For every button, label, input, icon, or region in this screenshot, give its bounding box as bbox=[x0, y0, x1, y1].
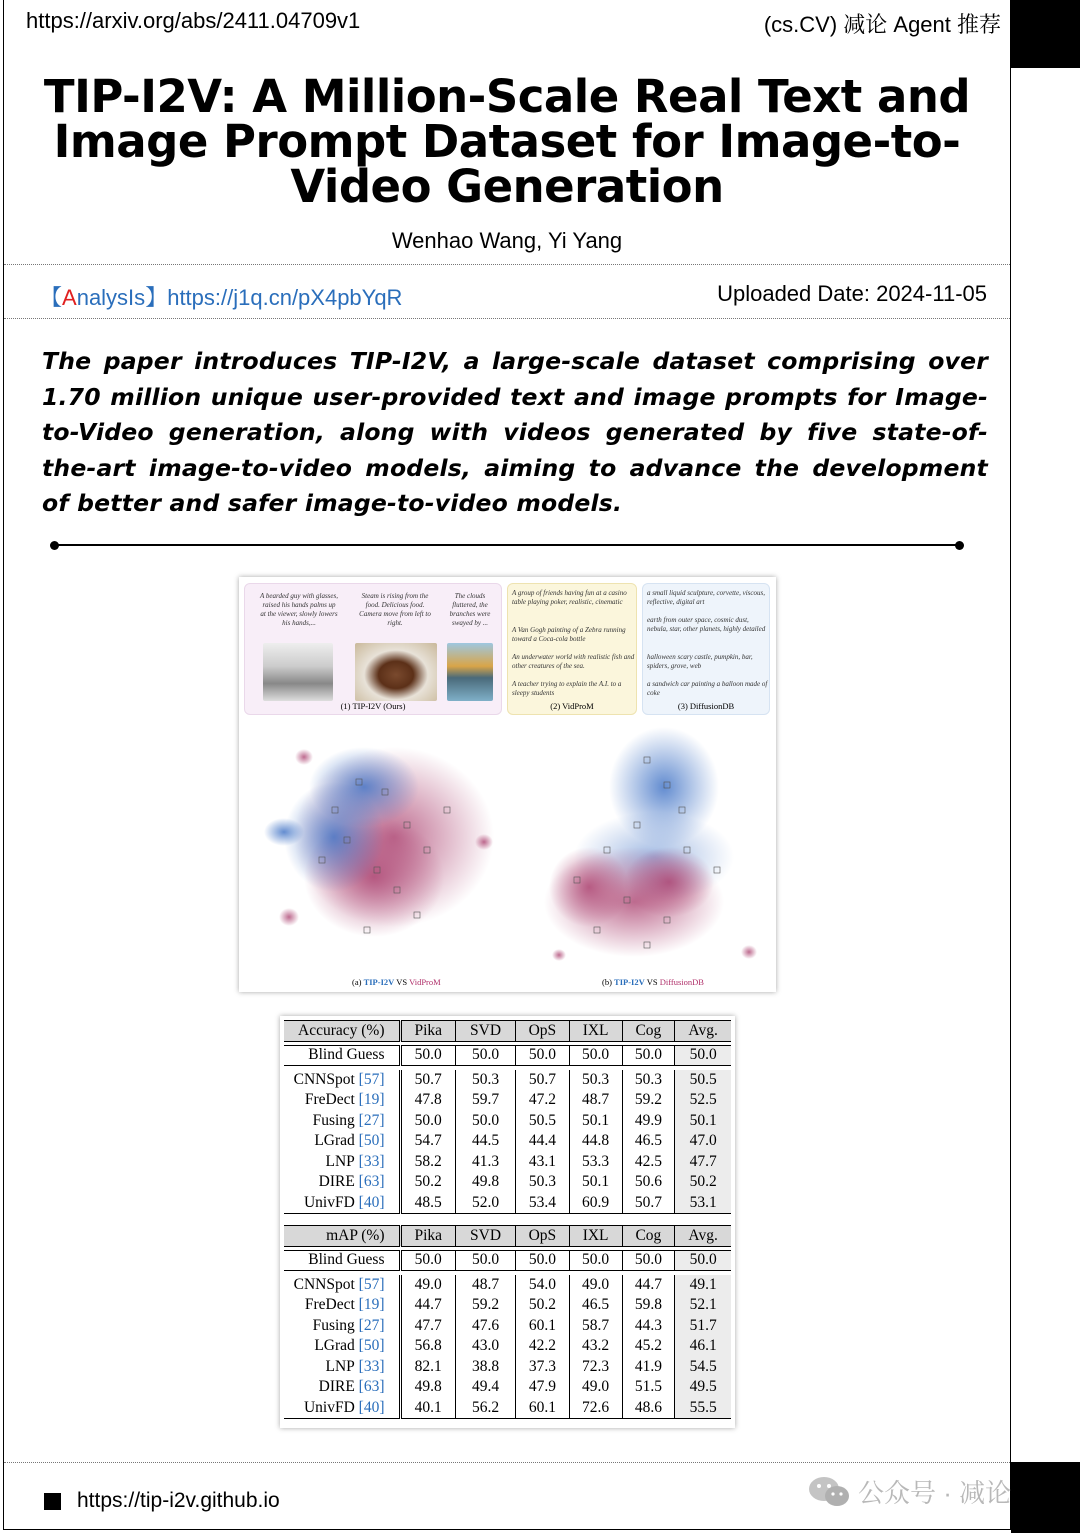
blind-guess-row bbox=[284, 1250, 731, 1271]
table-cell: 41.3 bbox=[455, 1152, 515, 1173]
table-cell: 43.2 bbox=[569, 1336, 622, 1357]
column-header: IXL bbox=[569, 1021, 622, 1042]
uploaded-date: Uploaded Date: 2024-11-05 bbox=[717, 281, 987, 306]
table-cell: 54.5 bbox=[675, 1357, 731, 1378]
table-cell: 58.2 bbox=[400, 1152, 455, 1173]
table-cell: 72.6 bbox=[569, 1398, 622, 1419]
table-cell: 53.1 bbox=[675, 1193, 731, 1214]
prompt-image-landscape bbox=[447, 643, 493, 701]
prompt-text: a small liquid sculpture, corvette, viscous, reflective, digital art bbox=[647, 589, 765, 606]
table-row bbox=[284, 1070, 731, 1091]
table-cell: 54.0 bbox=[516, 1275, 570, 1296]
table-cell: 50.0 bbox=[569, 1045, 622, 1066]
table-cell: 49.8 bbox=[455, 1172, 515, 1193]
table-cell: 40.1 bbox=[400, 1398, 455, 1419]
row-name bbox=[284, 1357, 400, 1378]
method-name: Fusing bbox=[312, 1316, 355, 1334]
table-row bbox=[284, 1295, 731, 1316]
row-name bbox=[284, 1070, 400, 1091]
table-cell: 50.6 bbox=[622, 1172, 675, 1193]
corner-mark-top bbox=[1011, 0, 1080, 68]
watermark bbox=[808, 1473, 1011, 1510]
table-row bbox=[284, 1336, 731, 1357]
table-cell: 50.0 bbox=[516, 1045, 570, 1066]
table-row bbox=[284, 1172, 731, 1193]
method-name: LNP bbox=[325, 1357, 355, 1375]
rule-endpoint bbox=[955, 541, 964, 550]
citation-ref: [19] bbox=[358, 1296, 385, 1314]
table-cell: 50.0 bbox=[400, 1045, 455, 1066]
method-name: UnivFD bbox=[303, 1193, 355, 1211]
table-cell: 56.2 bbox=[455, 1398, 515, 1419]
citation-ref: [50] bbox=[358, 1337, 385, 1355]
table-cell: 49.8 bbox=[400, 1377, 455, 1398]
panel-caption: (2) VidProM bbox=[550, 701, 594, 711]
meta-row bbox=[40, 281, 987, 312]
subcaption-a bbox=[352, 977, 441, 987]
table-cell: 50.0 bbox=[455, 1111, 515, 1132]
table-cell: 46.5 bbox=[622, 1131, 675, 1152]
watermark-text: 公众号 · 减论 bbox=[858, 1478, 1012, 1508]
table-cell: 50.0 bbox=[400, 1111, 455, 1132]
table-cell: 52.1 bbox=[675, 1295, 731, 1316]
column-header: Pika bbox=[400, 1226, 455, 1247]
citation-ref: [50] bbox=[358, 1132, 385, 1150]
divider bbox=[4, 318, 1010, 319]
table-cell: 50.5 bbox=[516, 1111, 570, 1132]
row-name bbox=[284, 1172, 400, 1193]
map-table bbox=[284, 1225, 731, 1419]
table-cell: 50.3 bbox=[622, 1070, 675, 1091]
separator-rule bbox=[54, 544, 960, 546]
method-name: DIRE bbox=[318, 1378, 355, 1396]
project-link[interactable]: https://tip-i2v.github.io bbox=[77, 1489, 280, 1512]
table-row bbox=[284, 1316, 731, 1337]
table-row bbox=[284, 1131, 731, 1152]
row-name bbox=[284, 1295, 400, 1316]
subcap-prefix: (a) bbox=[352, 977, 364, 987]
prompt-text: The clouds fluttered, the branches were swayed by ... bbox=[449, 592, 491, 627]
row-name bbox=[284, 1090, 400, 1111]
table-row bbox=[284, 1377, 731, 1398]
summary-text: The paper introduces TIP-I2V, a large-scale dataset comprising over 1.70 million unique user-provided text and image prompts for Image-to-Video generation, along with videos generated by five state-of-the-art image-to-video models, aiming to advance the development of better and safer image-to-video models. bbox=[42, 347, 988, 517]
table-cell: 59.8 bbox=[622, 1295, 675, 1316]
table-cell: 49.0 bbox=[400, 1275, 455, 1296]
subcap-other: DiffusionDB bbox=[659, 977, 704, 987]
wechat-icon bbox=[808, 1475, 850, 1509]
table-cell: 46.1 bbox=[675, 1336, 731, 1357]
table-cell: 47.8 bbox=[400, 1090, 455, 1111]
table-cell: 48.6 bbox=[622, 1398, 675, 1419]
prompt-text: earth from outer space, cosmic dust, nebula, star, other planets, highly detailed bbox=[647, 616, 766, 633]
table-header-row bbox=[284, 1021, 731, 1042]
prompt-text: A Van Gogh painting of a Zebra running toward a Coca-cola bottle bbox=[512, 626, 626, 643]
citation-ref: [63] bbox=[358, 1173, 385, 1191]
column-header: SVD bbox=[455, 1226, 515, 1247]
table-cell: 82.1 bbox=[400, 1357, 455, 1378]
citation-ref: [19] bbox=[358, 1091, 385, 1109]
table-cell: 47.9 bbox=[516, 1377, 570, 1398]
table-cell: 60.1 bbox=[516, 1316, 570, 1337]
prompt-image-food bbox=[355, 643, 437, 701]
table-cell: 47.6 bbox=[455, 1316, 515, 1337]
table-cell: 44.8 bbox=[569, 1131, 622, 1152]
table-cell: 44.3 bbox=[622, 1316, 675, 1337]
table-cell: 50.2 bbox=[675, 1172, 731, 1193]
table-cell: 50.7 bbox=[516, 1070, 570, 1091]
prompt-text: A bearded guy with glasses, raised his hands palms up at the viewer, slowly lowers his hands,... bbox=[260, 592, 338, 627]
table-cell: 43.0 bbox=[455, 1336, 515, 1357]
row-name bbox=[284, 1193, 400, 1214]
table-cell: 50.0 bbox=[400, 1250, 455, 1271]
prompt-text: Steam is rising from the food. Delicious food. Camera move from left to right. bbox=[359, 592, 431, 627]
prompt-image-man bbox=[263, 643, 333, 701]
method-name: LGrad bbox=[314, 1337, 355, 1355]
column-header: Avg. bbox=[675, 1021, 731, 1042]
table-row bbox=[284, 1398, 731, 1419]
table-cell: 49.1 bbox=[675, 1275, 731, 1296]
table-cell: 44.7 bbox=[400, 1295, 455, 1316]
column-header: OpS bbox=[516, 1226, 570, 1247]
row-name bbox=[284, 1275, 400, 1296]
table-cell: 50.0 bbox=[569, 1250, 622, 1271]
corner-mark-bottom bbox=[1011, 1462, 1080, 1533]
authors: Wenhao Wang, Yi Yang bbox=[391, 228, 623, 253]
table-cell: 50.0 bbox=[622, 1045, 675, 1066]
prompt-text: a sandwich car painting a balloon made of coke bbox=[647, 680, 768, 697]
analysis-url[interactable]: https://j1q.cn/pX4pbYqR bbox=[167, 285, 403, 310]
prompt-text: An underwater world with realistic fish and other creatures of the sea. bbox=[512, 653, 635, 670]
table-cell: 48.5 bbox=[400, 1193, 455, 1214]
subcap-other: VidProM bbox=[409, 977, 441, 987]
subcap-name: TIP-I2V bbox=[363, 977, 395, 987]
rule-endpoint bbox=[50, 541, 59, 550]
table-cell: 53.4 bbox=[516, 1193, 570, 1214]
paper-title bbox=[4, 70, 1010, 213]
table-cell: 50.0 bbox=[675, 1250, 731, 1271]
row-name bbox=[284, 1398, 400, 1419]
citation-ref: [27] bbox=[358, 1316, 385, 1334]
table-row bbox=[284, 1275, 731, 1296]
table-cell: 50.0 bbox=[622, 1250, 675, 1271]
table-row bbox=[284, 1193, 731, 1214]
table-cell: 60.1 bbox=[516, 1398, 570, 1419]
accuracy-table bbox=[284, 1020, 731, 1214]
subcaption-b bbox=[602, 977, 704, 987]
citation-ref: [27] bbox=[358, 1111, 385, 1129]
table-cell: 49.0 bbox=[569, 1275, 622, 1296]
table-cell: 44.5 bbox=[455, 1131, 515, 1152]
citation-ref: [40] bbox=[358, 1193, 385, 1211]
row-name: Blind Guess bbox=[284, 1045, 400, 1066]
analysis-a: A bbox=[62, 285, 77, 310]
subcap-prefix: (b) bbox=[602, 977, 615, 987]
subcap-vs: VS bbox=[394, 977, 410, 987]
table-header-row bbox=[284, 1226, 731, 1247]
row-name bbox=[284, 1131, 400, 1152]
panel-caption: (1) TIP-I2V (Ours) bbox=[340, 701, 406, 711]
embedding-plot-a bbox=[244, 727, 504, 972]
title-text: TIP-I2V: A Million-Scale Real Text and Image Prompt Dataset for Image-to-Video Generation bbox=[43, 70, 971, 213]
table-cell: 50.0 bbox=[455, 1250, 515, 1271]
table-cell: 72.3 bbox=[569, 1357, 622, 1378]
table-cell: 50.3 bbox=[455, 1070, 515, 1091]
bracket-close: 】 bbox=[145, 285, 168, 310]
table-cell: 47.2 bbox=[516, 1090, 570, 1111]
table-cell: 42.2 bbox=[516, 1336, 570, 1357]
method-name: CNNSpot bbox=[293, 1275, 355, 1293]
table-cell: 50.2 bbox=[400, 1172, 455, 1193]
table-cell: 50.2 bbox=[516, 1295, 570, 1316]
method-name: FreDect bbox=[304, 1296, 355, 1314]
subcap-vs: VS bbox=[644, 977, 660, 987]
column-header: SVD bbox=[455, 1021, 515, 1042]
table-cell: 52.5 bbox=[675, 1090, 731, 1111]
panel-caption: (3) DiffusionDB bbox=[677, 701, 735, 711]
panel-vidprom bbox=[507, 583, 637, 715]
header bbox=[26, 8, 1001, 39]
table-cell: 51.5 bbox=[622, 1377, 675, 1398]
column-header: Avg. bbox=[675, 1226, 731, 1247]
table-cell: 47.7 bbox=[400, 1316, 455, 1337]
citation-ref: [33] bbox=[358, 1357, 385, 1375]
metric-header: Accuracy (%) bbox=[284, 1021, 400, 1042]
prompt-text: A group of friends having fun at a casino table playing poker, realistic, cinematic bbox=[512, 589, 627, 606]
method-name: LNP bbox=[325, 1152, 355, 1170]
table-cell: 50.0 bbox=[455, 1045, 515, 1066]
citation-ref: [63] bbox=[358, 1378, 385, 1396]
table-cell: 53.3 bbox=[569, 1152, 622, 1173]
table-cell: 45.2 bbox=[622, 1336, 675, 1357]
table-cell: 50.3 bbox=[569, 1070, 622, 1091]
figure bbox=[239, 577, 776, 992]
row-name bbox=[284, 1111, 400, 1132]
row-name bbox=[284, 1152, 400, 1173]
table-cell: 42.5 bbox=[622, 1152, 675, 1173]
row-name: Blind Guess bbox=[284, 1250, 400, 1271]
table-cell: 48.7 bbox=[569, 1090, 622, 1111]
table-cell: 49.4 bbox=[455, 1377, 515, 1398]
table-cell: 58.7 bbox=[569, 1316, 622, 1337]
table-cell: 49.5 bbox=[675, 1377, 731, 1398]
method-name: DIRE bbox=[318, 1173, 355, 1191]
table-cell: 48.7 bbox=[455, 1275, 515, 1296]
results-tables bbox=[280, 1016, 735, 1428]
arxiv-url[interactable]: https://arxiv.org/abs/2411.04709v1 bbox=[26, 8, 361, 33]
panel-tip-i2v bbox=[244, 583, 502, 715]
metric-header: mAP (%) bbox=[284, 1226, 400, 1247]
analysis-link[interactable] bbox=[40, 281, 402, 312]
row-name bbox=[284, 1377, 400, 1398]
table-cell: 50.7 bbox=[400, 1070, 455, 1091]
prompt-text: halloween scary castle, pumpkin, bar, spiders, grove, web bbox=[647, 653, 753, 670]
column-header: Pika bbox=[400, 1021, 455, 1042]
citation-ref: [40] bbox=[358, 1398, 385, 1416]
method-name: FreDect bbox=[304, 1091, 355, 1109]
table-row bbox=[284, 1357, 731, 1378]
table-cell: 59.2 bbox=[622, 1090, 675, 1111]
table-cell: 50.0 bbox=[675, 1045, 731, 1066]
table-cell: 55.5 bbox=[675, 1398, 731, 1419]
footer bbox=[44, 1489, 280, 1513]
table-cell: 50.0 bbox=[516, 1250, 570, 1271]
column-header: Cog bbox=[622, 1226, 675, 1247]
method-name: CNNSpot bbox=[293, 1070, 355, 1088]
table-cell: 50.1 bbox=[569, 1172, 622, 1193]
table-cell: 59.2 bbox=[455, 1295, 515, 1316]
table-cell: 47.7 bbox=[675, 1152, 731, 1173]
method-name: UnivFD bbox=[303, 1398, 355, 1416]
table-cell: 56.8 bbox=[400, 1336, 455, 1357]
table-cell: 59.7 bbox=[455, 1090, 515, 1111]
table-cell: 49.0 bbox=[569, 1377, 622, 1398]
table-cell: 50.3 bbox=[516, 1172, 570, 1193]
method-name: LGrad bbox=[314, 1132, 355, 1150]
citation-ref: [33] bbox=[358, 1152, 385, 1170]
table-cell: 52.0 bbox=[455, 1193, 515, 1214]
table-cell: 54.7 bbox=[400, 1131, 455, 1152]
table-cell: 41.9 bbox=[622, 1357, 675, 1378]
table-cell: 50.1 bbox=[675, 1111, 731, 1132]
column-header: IXL bbox=[569, 1226, 622, 1247]
row-name bbox=[284, 1336, 400, 1357]
table-cell: 44.7 bbox=[622, 1275, 675, 1296]
table-row bbox=[284, 1111, 731, 1132]
prompt-text: A teacher trying to explain the A.I. to a sleepy students bbox=[512, 680, 622, 697]
table-cell: 46.5 bbox=[569, 1295, 622, 1316]
table-cell: 44.4 bbox=[516, 1131, 570, 1152]
table-cell: 47.0 bbox=[675, 1131, 731, 1152]
table-cell: 50.5 bbox=[675, 1070, 731, 1091]
table-row bbox=[284, 1152, 731, 1173]
table-cell: 50.7 bbox=[622, 1193, 675, 1214]
table-cell: 50.1 bbox=[569, 1111, 622, 1132]
embedding-plot-b bbox=[514, 727, 769, 972]
table-cell: 49.9 bbox=[622, 1111, 675, 1132]
subcap-name: TIP-I2V bbox=[614, 977, 645, 987]
column-header: Cog bbox=[622, 1021, 675, 1042]
bullet-square-icon bbox=[44, 1493, 61, 1510]
table-cell: 37.3 bbox=[516, 1357, 570, 1378]
citation-ref: [57] bbox=[358, 1275, 385, 1293]
bracket-open: 【 bbox=[40, 285, 63, 310]
divider bbox=[4, 264, 1010, 265]
table-cell: 51.7 bbox=[675, 1316, 731, 1337]
category-label: (cs.CV) 减论 Agent 推荐 bbox=[763, 12, 1001, 37]
blind-guess-row bbox=[284, 1045, 731, 1066]
panel-diffusiondb bbox=[642, 583, 770, 715]
column-header: OpS bbox=[516, 1021, 570, 1042]
footer-divider bbox=[4, 1462, 1010, 1463]
table-cell: 43.1 bbox=[516, 1152, 570, 1173]
citation-ref: [57] bbox=[358, 1070, 385, 1088]
method-name: Fusing bbox=[312, 1111, 355, 1129]
row-name bbox=[284, 1316, 400, 1337]
table-cell: 60.9 bbox=[569, 1193, 622, 1214]
table-cell: 38.8 bbox=[455, 1357, 515, 1378]
analysis-word: nalysIs bbox=[76, 285, 146, 310]
table-row bbox=[284, 1090, 731, 1111]
